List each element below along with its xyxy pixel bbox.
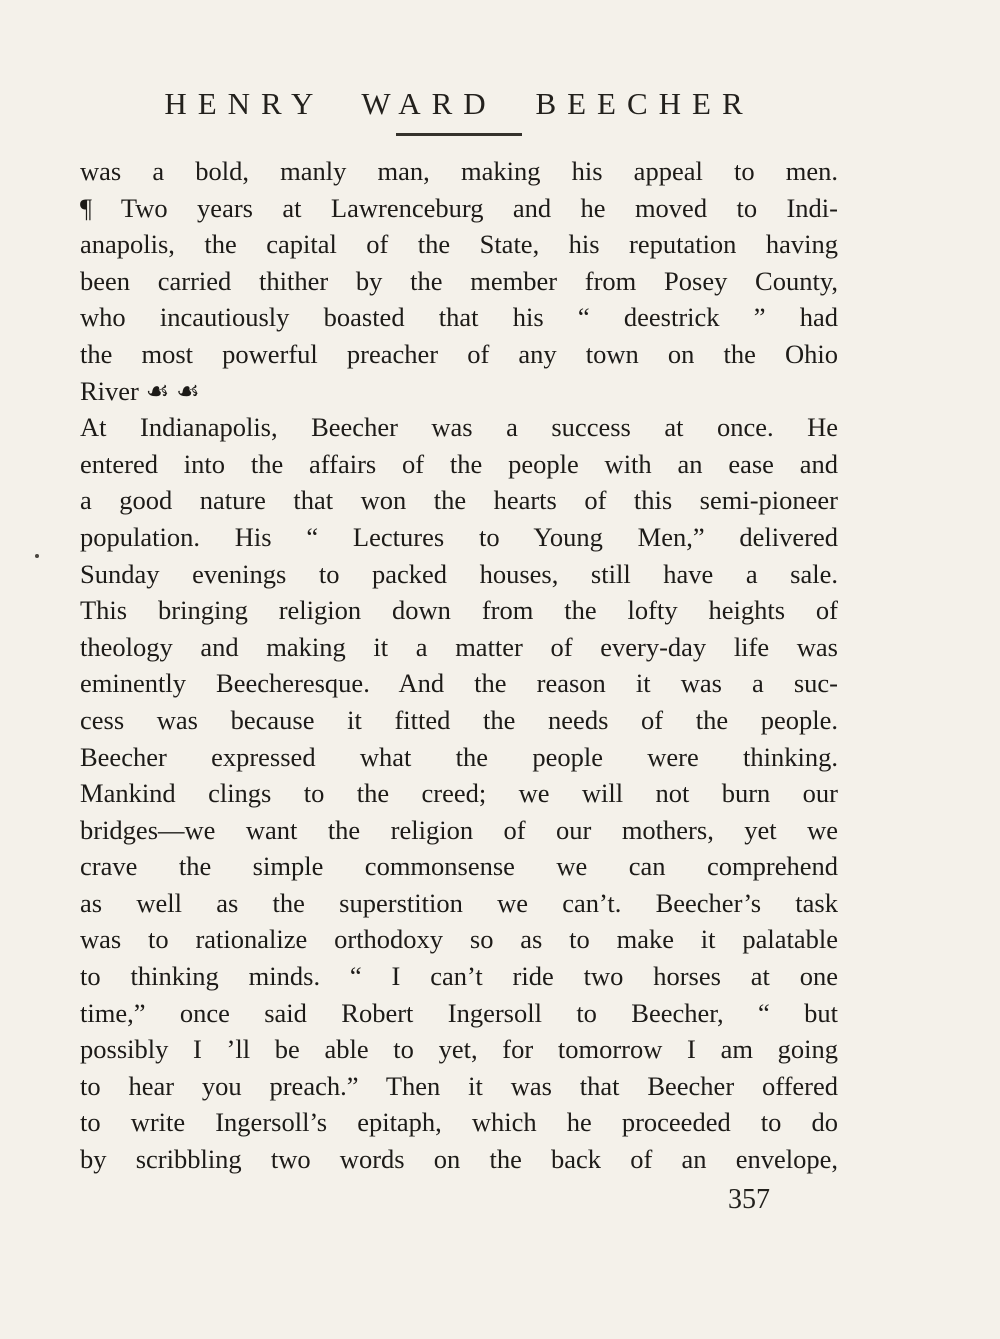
text-line: ¶ Two years at Lawrenceburg and he moved to Indi- — [80, 192, 838, 223]
text-line: who incautiously boasted that his “ deestrick ” had — [80, 302, 838, 333]
ink-dot-artifact — [35, 554, 39, 558]
text-line: Mankind clings to the creed; we will not burn our — [80, 778, 838, 809]
title-divider-rule — [396, 133, 522, 136]
body-text — [80, 153, 838, 1178]
text-line: River ☙ ☙ — [80, 375, 200, 406]
text-line: This bringing religion down from the lofty heights of — [80, 595, 838, 626]
text-line: was to rationalize orthodoxy so as to make it palatable — [80, 924, 838, 955]
text-line: a good nature that won the hearts of this semi-pioneer — [80, 485, 838, 516]
page-number: 357 — [728, 1183, 770, 1215]
page-header — [80, 86, 838, 136]
text-line: theology and making it a matter of every-day life was — [80, 631, 838, 662]
text-line: Sunday evenings to packed houses, still have a sale. — [80, 558, 838, 589]
text-line: the most powerful preacher of any town on the Ohio — [80, 338, 838, 369]
text-line: population. His “ Lectures to Young Men,” delivered — [80, 521, 838, 552]
text-line: been carried thither by the member from Posey County, — [80, 265, 838, 296]
text-line: entered into the affairs of the people with an ease and — [80, 448, 838, 479]
text-line: anapolis, the capital of the State, his reputation having — [80, 229, 838, 260]
text-line: cess was because it fitted the needs of the people. — [80, 704, 838, 735]
text-line: possibly I ’ll be able to yet, for tomorrow I am going — [80, 1034, 838, 1065]
text-line: Beecher expressed what the people were thinking. — [80, 741, 838, 772]
text-line: time,” once said Robert Ingersoll to Beecher, “ but — [80, 997, 838, 1028]
text-line: eminently Beecheresque. And the reason it was a suc- — [80, 668, 838, 699]
text-line: to hear you preach.” Then it was that Beecher offered — [80, 1070, 838, 1101]
text-line: bridges—we want the religion of our mothers, yet we — [80, 814, 838, 845]
text-line: At Indianapolis, Beecher was a success at once. He — [80, 412, 838, 443]
text-line: by scribbling two words on the back of an envelope, — [80, 1144, 838, 1175]
text-line: as well as the superstition we can’t. Beecher’s task — [80, 887, 838, 918]
text-line: to write Ingersoll’s epitaph, which he proceeded to do — [80, 1107, 838, 1138]
text-line: to thinking minds. “ I can’t ride two horses at one — [80, 961, 838, 992]
text-line: was a bold, manly man, making his appeal to men. — [80, 156, 838, 186]
text-line: crave the simple commonsense we can comprehend — [80, 851, 838, 882]
page-title: HENRY WARD BEECHER — [164, 86, 754, 121]
